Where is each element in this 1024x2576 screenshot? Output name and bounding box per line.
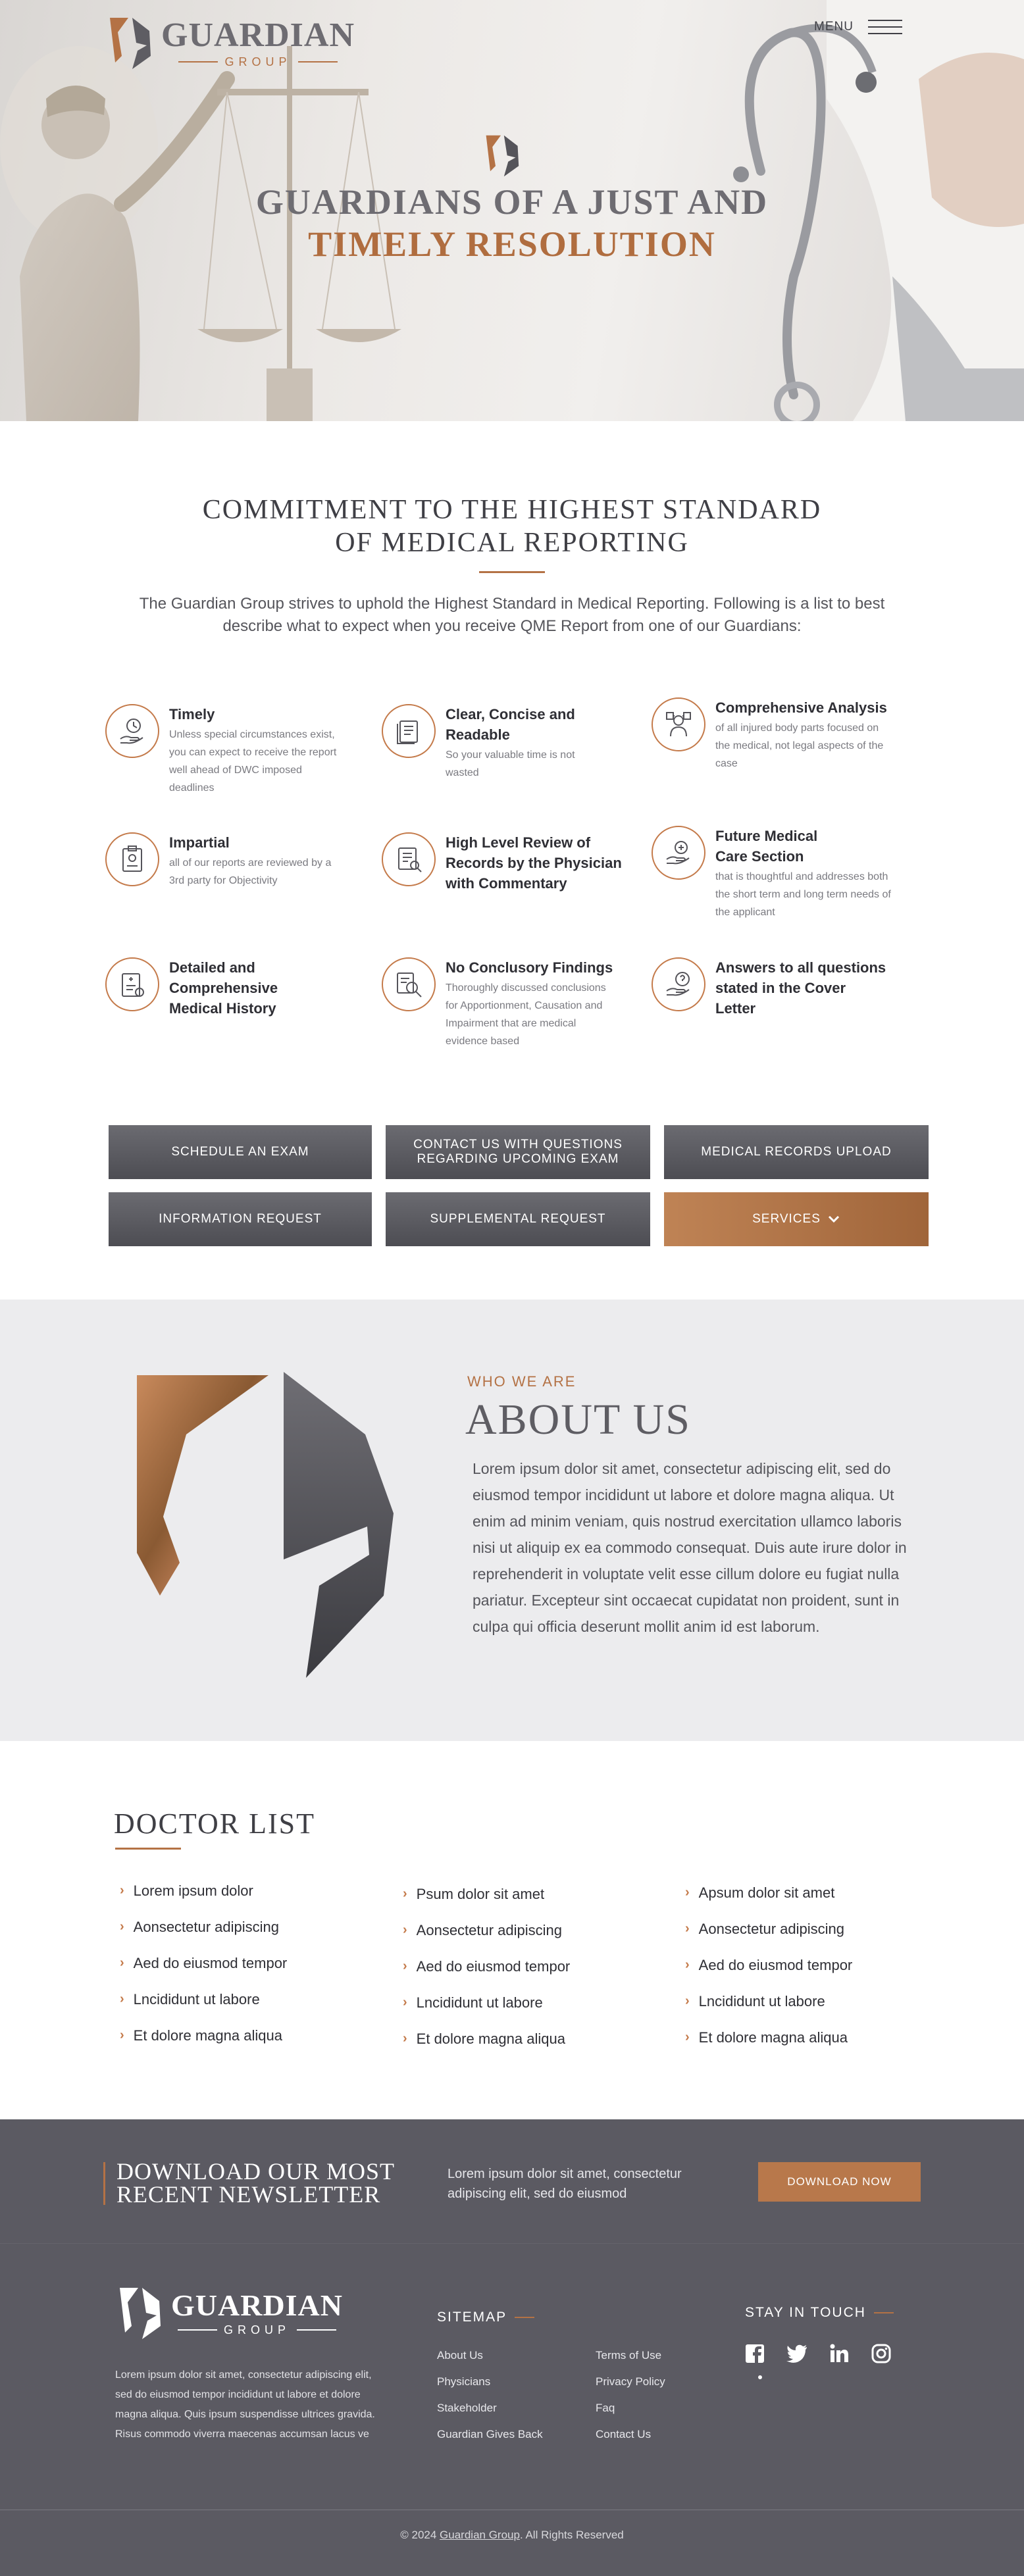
footer-link[interactable]: Terms of Use <box>596 2349 662 2361</box>
about-eyebrow: WHO WE ARE <box>467 1373 576 1390</box>
chevron-right-icon: › <box>685 1994 690 2008</box>
chevron-right-icon: › <box>403 1886 407 1901</box>
logo-wordmark: GUARDIAN <box>161 16 355 54</box>
logo-subtitle: GROUP <box>224 55 292 68</box>
doctor-column-1 <box>120 1873 383 2054</box>
clock-hand-icon <box>105 704 159 758</box>
feature-title: Clear, Concise and Readable <box>446 706 575 743</box>
hero-banner <box>0 0 1024 421</box>
chevron-right-icon: › <box>685 1957 690 1972</box>
doctor-list-item[interactable] <box>403 2021 666 2057</box>
main-menu-toggle[interactable] <box>814 20 902 34</box>
doctor-name[interactable]: Lncididunt ut labore <box>698 1992 825 2009</box>
feature-title: Answers to all questions stated in the Cover Letter <box>715 959 886 1017</box>
doctor-list-item[interactable] <box>120 1909 383 1945</box>
doctor-name[interactable]: Et dolore magna aliqua <box>133 2027 282 2044</box>
doctor-name[interactable]: Et dolore magna aliqua <box>416 2030 565 2047</box>
doctor-list-item[interactable] <box>403 1984 666 2021</box>
action-buttons <box>109 1125 928 1246</box>
doctor-list-item[interactable] <box>120 1981 383 2017</box>
doctor-name[interactable]: Et dolore magna aliqua <box>698 2029 848 2046</box>
menu-label[interactable]: MENU <box>814 20 854 34</box>
commitment-title-line2: OF MEDICAL REPORTING <box>335 528 689 558</box>
copyright-bar <box>0 2510 1024 2576</box>
stay-in-touch-heading <box>745 2305 894 2321</box>
accent-bar <box>103 2162 105 2205</box>
chevron-right-icon: › <box>120 1956 124 1970</box>
doctor-name[interactable]: Lncididunt ut labore <box>416 1994 543 2011</box>
feature-desc: So your valuable time is not wasted <box>446 749 575 778</box>
doctor-list-item[interactable] <box>685 1947 948 1983</box>
copyright-suffix: . All Rights Reserved <box>519 2529 624 2541</box>
chevron-right-icon: › <box>685 2030 690 2044</box>
title-divider <box>115 1848 181 1850</box>
copyright-year: © 2024 <box>400 2529 437 2541</box>
footer-link[interactable]: Privacy Policy <box>596 2375 665 2388</box>
footer-link[interactable]: Guardian Gives Back <box>437 2428 543 2440</box>
chevron-right-icon: › <box>403 1959 407 1973</box>
feature-item <box>382 832 632 894</box>
chevron-right-icon: › <box>120 1883 124 1898</box>
doctor-column-2 <box>403 1876 666 2057</box>
document-icon <box>382 704 436 758</box>
doctor-name[interactable]: Apsum dolor sit amet <box>698 1884 835 1901</box>
doctor-column-3 <box>685 1875 948 2056</box>
logo-subtitle: GROUP <box>223 2323 290 2336</box>
doctor-list-item[interactable] <box>403 1912 666 1948</box>
feature-desc: Unless special circumstances exist, you can expect to receive the report well ahead of DWC imposed deadlines <box>169 729 337 794</box>
chevron-right-icon: › <box>685 1885 690 1900</box>
site-logo[interactable] <box>109 16 355 70</box>
commitment-title-line1: COMMITMENT TO THE HIGHEST STANDARD <box>202 495 822 525</box>
doctor-name[interactable]: Aonsectetur adipiscing <box>416 1921 563 1938</box>
helmet-emblem-icon <box>485 134 522 178</box>
footer-link[interactable]: About Us <box>437 2349 483 2361</box>
medical-history-icon <box>105 957 159 1011</box>
doctor-name[interactable]: Psum dolor sit amet <box>416 1885 545 1902</box>
information-request-button[interactable]: INFORMATION REQUEST <box>109 1192 372 1246</box>
feature-title: No Conclusory Findings <box>446 959 613 976</box>
hero-title-line1: GUARDIANS OF A JUST AND <box>255 182 769 222</box>
doctor-name[interactable]: Aed do eiusmod tempor <box>698 1956 853 1973</box>
doctor-name[interactable]: Lorem ipsum dolor <box>133 1882 253 1899</box>
doctor-list-item[interactable] <box>685 1875 948 1911</box>
doctor-list-item[interactable] <box>685 1911 948 1947</box>
feature-desc: Thoroughly discussed conclusions for Apportionment, Causation and Impairment that are medical evidence based <box>446 982 606 1047</box>
newsletter-title-line1: DOWNLOAD OUR MOST <box>116 2158 395 2185</box>
feature-item <box>105 832 355 890</box>
feature-item <box>382 957 632 1050</box>
supplemental-request-button[interactable]: SUPPLEMENTAL REQUEST <box>386 1192 650 1246</box>
doctor-list-item[interactable] <box>120 1945 383 1981</box>
helmet-logo-icon <box>118 2286 165 2340</box>
feature-item <box>652 826 928 921</box>
sitemap-title: SITEMAP <box>437 2310 507 2325</box>
chevron-right-icon: › <box>403 1995 407 2009</box>
feature-desc: all of our reports are reviewed by a 3rd party for Objectivity <box>169 857 332 886</box>
chevron-right-icon: › <box>120 1992 124 2006</box>
newsletter-text: Lorem ipsum dolor sit amet, consectetur adipiscing elit, sed do eiusmod <box>448 2167 682 2201</box>
commitment-section <box>0 421 1024 1300</box>
footer-about-text: Lorem ipsum dolor sit amet, consectetur adipiscing elit, sed do eiusmod tempor incididunt ut labore et dolore magna aliqua. Quis ipsum suspendisse ultrices gravida. Risus commodo viverra maecenas accumsan lacus ve <box>115 2369 375 2440</box>
footer-link[interactable]: Physicians <box>437 2375 491 2388</box>
twitter-icon[interactable] <box>786 2342 808 2365</box>
newsletter-banner <box>0 2119 1024 2243</box>
copyright-text <box>0 2510 1024 2542</box>
doctor-list-item[interactable] <box>685 2019 948 2056</box>
hamburger-icon[interactable] <box>868 20 902 34</box>
newsletter-title <box>116 2160 395 2206</box>
footer-logo[interactable] <box>118 2286 343 2340</box>
chevron-down-icon <box>827 1215 840 1224</box>
logo-wordmark: GUARDIAN <box>171 2288 343 2322</box>
doctor-list-section <box>0 1741 1024 2119</box>
doctor-list-title: DOCTOR LIST <box>114 1807 315 1840</box>
feature-item <box>105 704 355 797</box>
copyright-link[interactable]: Guardian Group <box>440 2529 520 2541</box>
services-dropdown-button[interactable] <box>664 1192 929 1246</box>
linkedin-icon[interactable] <box>828 2342 850 2365</box>
chevron-right-icon: › <box>120 1919 124 1934</box>
about-title: ABOUT US <box>465 1396 692 1444</box>
clipboard-icon <box>105 832 159 886</box>
services-label: SERVICES <box>752 1212 821 1226</box>
schedule-exam-button[interactable]: SCHEDULE AN EXAM <box>109 1125 372 1179</box>
site-footer <box>0 2243 1024 2510</box>
chevron-right-icon: › <box>685 1921 690 1936</box>
medical-records-upload-button[interactable]: MEDICAL RECORDS UPLOAD <box>664 1125 929 1179</box>
feature-title: Future Medical Care Section <box>715 828 818 865</box>
hero-title-line2: TIMELY RESOLUTION <box>308 224 716 264</box>
sitemap-column-1 <box>437 2349 543 2454</box>
commitment-intro: The Guardian Group strives to uphold the Highest Standard in Medical Reporting. Following is a list to best describe what to expect when you receive QME Report from one of our Guardians: <box>139 595 885 635</box>
newsletter-title-line2: RECENT NEWSLETTER <box>116 2181 381 2208</box>
doctor-list-item[interactable] <box>685 1983 948 2019</box>
stay-in-touch-title: STAY IN TOUCH <box>745 2305 866 2320</box>
commitment-title <box>0 493 1024 559</box>
doctor-name[interactable]: Aed do eiusmod tempor <box>416 1957 571 1975</box>
doctor-list-item[interactable] <box>403 1876 666 1912</box>
title-divider <box>479 571 545 573</box>
feature-title: Timely <box>169 706 215 722</box>
doctor-list-item[interactable] <box>403 1948 666 1984</box>
sitemap-column-2 <box>596 2349 665 2454</box>
footer-link[interactable]: Contact Us <box>596 2428 652 2440</box>
doctor-name[interactable]: Aed do eiusmod tempor <box>133 1954 288 1971</box>
doctor-name[interactable]: Aonsectetur adipiscing <box>698 1920 845 1937</box>
about-body: Lorem ipsum dolor sit amet, consectetur adipiscing elit, sed do eiusmod tempor incididunt ut labore et dolore magna aliqua. Ut enim ad minim veniam, quis nostrud exercitation ullamco laboris nisi ut aliquip ex ea commodo consequat. Duis aute irure dolor in reprehenderit in voluptate velit esse cillum dolore eu fugiat nulla pariatur. Excepteur sint occaecat cupidatat non proident, sunt in culpa qui officia deserunt mollit anim id est laborum. <box>473 1460 907 1635</box>
question-icon <box>652 957 705 1011</box>
feature-title: Impartial <box>169 834 230 851</box>
records-icon <box>382 832 436 886</box>
doctor-name[interactable]: Aonsectetur adipiscing <box>133 1918 280 1935</box>
feature-item <box>382 704 632 782</box>
chevron-right-icon: › <box>403 1923 407 1937</box>
feature-title: Detailed and Comprehensive Medical History <box>169 959 278 1017</box>
chevron-right-icon: › <box>403 2031 407 2046</box>
feature-item <box>652 957 928 1019</box>
doctor-list-item[interactable] <box>120 2017 383 2054</box>
download-now-button[interactable]: DOWNLOAD NOW <box>758 2162 921 2202</box>
footer-link[interactable]: Stakeholder <box>437 2402 497 2414</box>
magnifier-icon <box>382 957 436 1011</box>
instagram-icon[interactable] <box>870 2342 892 2365</box>
feature-title: Comprehensive Analysis <box>715 699 887 716</box>
helmet-logo-icon <box>109 16 155 70</box>
facebook-icon[interactable] <box>744 2342 766 2365</box>
carousel-dot <box>758 2375 762 2379</box>
feature-item <box>105 957 355 1019</box>
doctor-list-item[interactable] <box>120 1873 383 1909</box>
contact-questions-button[interactable]: CONTACT US WITH QUESTIONS REGARDING UPCOMING EXAM <box>386 1125 650 1179</box>
feature-desc: that is thoughtful and addresses both the short term and long term needs of the applicant <box>715 871 891 918</box>
about-section <box>0 1300 1024 1741</box>
feature-title: High Level Review of Records by the Physician with Commentary <box>446 834 622 892</box>
social-links <box>744 2342 892 2365</box>
care-icon <box>652 826 705 880</box>
doctor-name[interactable]: Lncididunt ut labore <box>133 1990 260 2008</box>
chevron-right-icon: › <box>120 2028 124 2042</box>
helmet-graphic-icon <box>134 1372 402 1681</box>
footer-link[interactable]: Faq <box>596 2402 615 2414</box>
analysis-icon <box>652 697 705 751</box>
sitemap-heading <box>437 2310 534 2325</box>
hero-title <box>0 181 1024 265</box>
feature-item <box>652 697 928 772</box>
feature-desc: of all injured body parts focused on the medical, not legal aspects of the case <box>715 722 884 769</box>
